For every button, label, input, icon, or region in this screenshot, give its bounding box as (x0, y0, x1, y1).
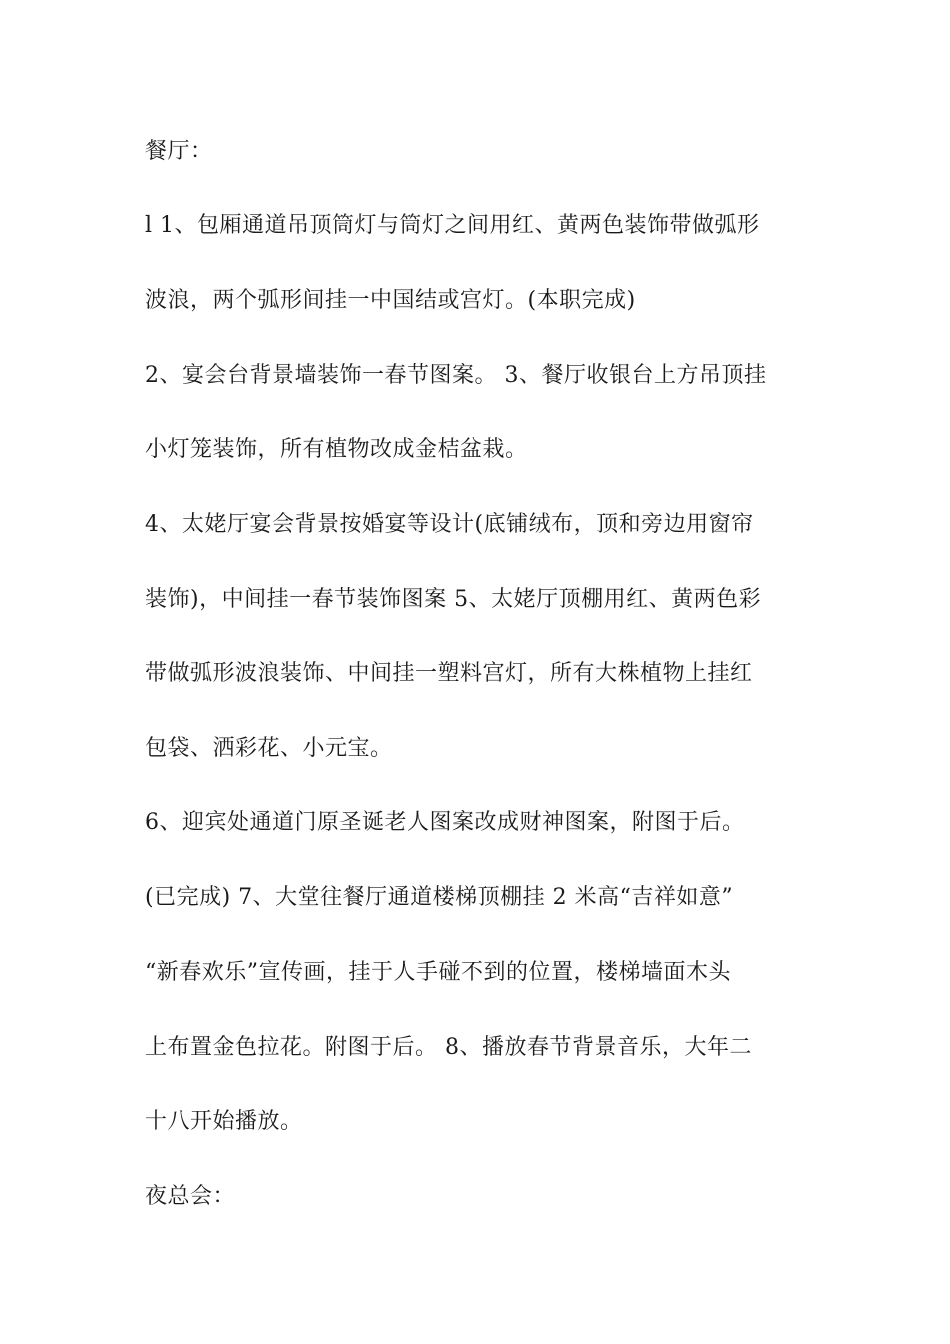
text-line: 装饰)，中间挂一春节装饰图案 5、太姥厅顶棚用红、黄两色彩 (145, 587, 762, 612)
text-line: 带做弧形波浪装饰、中间挂一塑料宫灯，所有大株植物上挂红 (145, 661, 753, 686)
text-line: 十八开始播放。 (145, 1109, 303, 1134)
text-line: (已完成) 7、大堂往餐厅通道楼梯顶棚挂 2 米高“吉祥如意” (145, 885, 734, 910)
text-line: l 1、包厢通道吊顶筒灯与筒灯之间用红、黄两色装饰带做弧形 (145, 213, 760, 238)
text-line: 小灯笼装饰，所有植物改成金桔盆栽。 (145, 437, 528, 462)
text-line: 2、宴会台背景墙装饰一春节图案。 3、餐厅收银台上方吊顶挂 (145, 363, 767, 388)
text-line: 包袋、洒彩花、小元宝。 (145, 736, 393, 761)
text-line: “新春欢乐”宣传画，挂于人手碰不到的位置，楼梯墙面木头 (145, 960, 731, 985)
text-line: 波浪，两个弧形间挂一中国结或宫灯。(本职完成) (145, 288, 636, 313)
section-heading-restaurant: 餐厅： (145, 139, 213, 164)
text-line: 4、太姥厅宴会背景按婚宴等设计(底铺绒布，顶和旁边用窗帘 (145, 512, 754, 537)
section-heading-nightclub: 夜总会： (145, 1184, 236, 1209)
text-line: 6、迎宾处通道门原圣诞老人图案改成财神图案，附图于后。 (145, 810, 745, 835)
text-line: 上布置金色拉花。附图于后。 8、播放春节背景音乐，大年二 (145, 1035, 752, 1060)
